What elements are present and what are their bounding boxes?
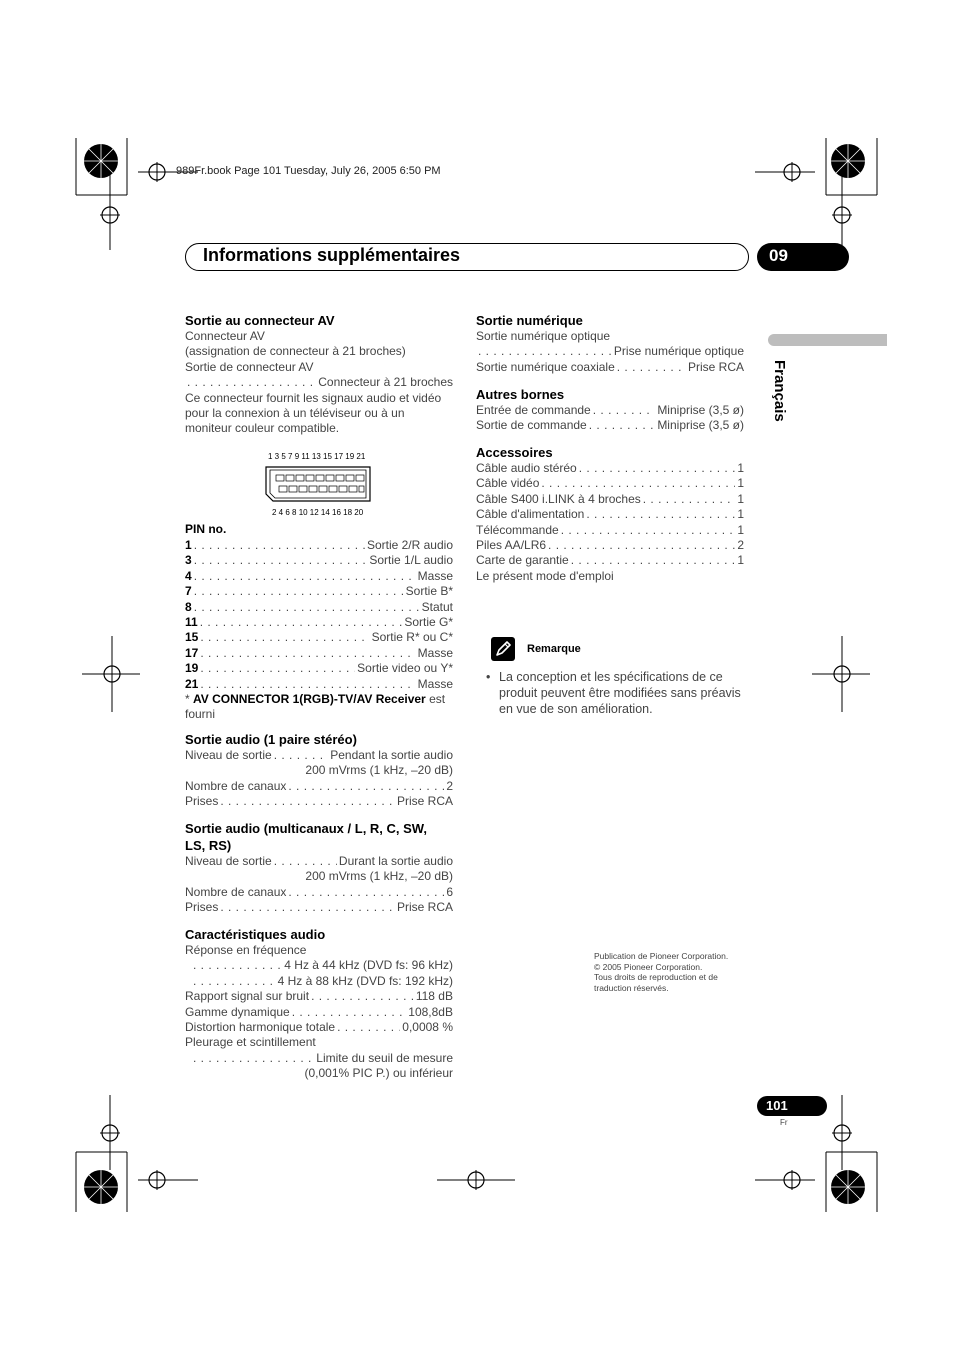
accessory-item: Le présent mode d'emploi	[476, 568, 614, 583]
pin-number: 15	[185, 630, 199, 645]
accessory-label: Câble S400 i.LINK à 4 broches	[476, 491, 641, 506]
scart-bottom-pins: 2 4 6 8 10 12 14 16 18 20	[272, 508, 364, 517]
text-line: (assignation de connecteur à 21 broches)	[185, 344, 406, 359]
text-line: pour la connexion à un téléviseur ou à un	[185, 406, 405, 421]
footnote: * AV CONNECTOR 1(RGB)-TV/AV Receiver est	[185, 692, 446, 707]
spec-value: 200 mVrms (1 kHz, –20 dB)	[305, 869, 453, 884]
accessory-item	[476, 507, 744, 522]
section-heading: Sortie numérique	[476, 313, 583, 328]
pin-number: 7	[185, 584, 192, 599]
section-heading: Sortie au connecteur AV	[185, 313, 335, 328]
pin-row	[185, 538, 453, 553]
pin-table	[185, 521, 453, 723]
accessory-qty: 1	[737, 476, 744, 491]
pin-row	[185, 630, 453, 645]
spec-row: Distortion harmonique totale . . . 0,0008 %	[185, 1020, 453, 1035]
pin-signal: Sortie G*	[404, 615, 453, 630]
accessory-qty: 2	[737, 538, 744, 553]
pin-signal: Statut	[421, 599, 453, 614]
spec-row: . . . Limite du seuil de mesure	[185, 1051, 453, 1066]
pin-number: 21	[185, 676, 199, 691]
spec-value: 200 mVrms (1 kHz, –20 dB)	[305, 763, 453, 778]
accessory-label: Carte de garantie	[476, 553, 569, 568]
pin-signal: Sortie R* ou C*	[371, 630, 453, 645]
note-text: La conception et les spécifications de ce produit peuvent être modifiées sans préavis en vue de son amélioration.	[499, 670, 741, 716]
publication-line: Tous droits de reproduction et de	[594, 972, 718, 983]
bullet: •	[486, 670, 491, 684]
pin-number: 11	[185, 615, 198, 630]
section-heading: Caractéristiques audio	[185, 927, 326, 942]
section-audio-multi	[185, 820, 453, 916]
pin-signal: Sortie 2/R audio	[366, 538, 453, 552]
pin-number: 19	[185, 661, 199, 676]
spec-row: Prises . . . Prise RCA	[185, 794, 453, 809]
accessory-item	[476, 476, 744, 491]
accessory-item	[476, 461, 744, 476]
spec-row: Niveau de sortie . . . Durant la sortie audio	[185, 854, 453, 869]
spec-row	[185, 375, 453, 390]
pin-header: PIN no.	[185, 522, 227, 536]
accessory-label: Câble audio stéréo	[476, 461, 577, 475]
accessory-qty: 1	[737, 491, 744, 506]
chapter-title: Informations supplémentaires	[203, 245, 461, 265]
section-av-output	[185, 312, 453, 437]
pencil-icon	[491, 637, 515, 661]
spec-row: Gamme dynamique . . . 108,8dB	[185, 1005, 453, 1020]
scart-top-pins: 1 3 5 7 9 11 13 15 17 19 21	[268, 452, 366, 461]
book-info: 989Fr.book Page 101 Tuesday, July 26, 2005 6:50 PM	[176, 165, 441, 177]
note-title: Remarque	[527, 643, 581, 655]
page-number: 101	[766, 1098, 788, 1113]
language-tab	[768, 334, 887, 346]
spec-row: Sortie de commande . . . Miniprise (3,5 ø)	[476, 418, 744, 433]
spec-row: . . . 4 Hz à 44 kHz (DVD fs: 96 kHz)	[185, 958, 453, 973]
pin-signal: Masse	[417, 568, 453, 583]
pin-signal: Sortie 1/L audio	[369, 553, 453, 568]
pin-number: 17	[185, 645, 199, 660]
pin-number: 3	[185, 553, 192, 568]
pin-row	[185, 615, 453, 630]
pin-row	[185, 661, 453, 676]
accessory-label: Câble vidéo	[476, 476, 540, 491]
pin-signal: Masse	[417, 645, 453, 660]
text-line: Sortie de connecteur AV	[185, 359, 314, 374]
language-label	[770, 360, 792, 430]
section-accessories	[476, 444, 744, 584]
spec-row: Nombre de canaux . . . 2	[185, 779, 453, 794]
pin-row	[185, 600, 453, 615]
spec-row: Sortie numérique coaxiale . . . Prise RCA	[476, 360, 744, 375]
accessory-item	[476, 553, 744, 568]
accessory-label: Télécommande	[476, 522, 559, 537]
spec-value: Connecteur à 21 broches	[318, 375, 453, 390]
accessory-qty: 1	[737, 522, 744, 537]
publication-notice	[594, 951, 728, 993]
pin-row	[185, 677, 453, 692]
section-digital-output	[476, 312, 744, 375]
section-other-terminals	[476, 386, 744, 434]
page-language: Fr	[780, 1118, 788, 1127]
accessory-qty: 1	[737, 461, 744, 475]
chapter-number: 09	[769, 246, 788, 265]
pin-number: 8	[185, 599, 192, 614]
pin-row	[185, 553, 453, 568]
accessory-label: Piles AA/LR6	[476, 538, 547, 553]
accessory-item	[476, 492, 744, 507]
language-label-text: Français	[771, 360, 788, 422]
spec-label: Sortie numérique optique	[476, 329, 611, 343]
footnote-cont: fourni	[185, 707, 216, 722]
spec-row: Nombre de canaux . . . 6	[185, 885, 453, 900]
spec-row: Niveau de sortie . . . Pendant la sortie audio	[185, 748, 453, 763]
pin-row	[185, 646, 453, 661]
publication-line: traduction réservés.	[594, 982, 669, 993]
accessory-item	[476, 523, 744, 538]
section-heading: Accessoires	[476, 445, 553, 460]
accessory-label: Câble d'alimentation	[476, 507, 585, 522]
scart-connector-diagram	[265, 466, 371, 502]
pin-row	[185, 584, 453, 599]
pin-signal: Sortie B*	[405, 584, 453, 599]
spec-row: . . . 4 Hz à 88 kHz (DVD fs: 192 kHz)	[185, 974, 453, 989]
spec-row: Prises . . . Prise RCA	[185, 900, 453, 915]
accessory-qty: 1	[737, 507, 744, 522]
pin-signal: Sortie video ou Y*	[357, 661, 453, 676]
publication-line: © 2005 Pioneer Corporation.	[594, 961, 703, 972]
pin-signal: Masse	[417, 676, 453, 691]
spec-row: Entrée de commande . . . Miniprise (3,5 ø)	[476, 403, 744, 418]
section-heading: Sortie audio (multicanaux / L, R, C, SW,	[185, 821, 427, 836]
spec-row: Rapport signal sur bruit . . . 118 dB	[185, 989, 453, 1004]
spec-value: (0,001% PIC P.) ou inférieur	[304, 1066, 453, 1081]
section-audio-characteristics	[185, 926, 453, 1082]
pin-number: 1	[185, 538, 192, 552]
spec-label: Réponse en fréquence	[185, 943, 307, 957]
section-heading-cont: LS, RS)	[185, 838, 232, 853]
section-heading: Sortie audio (1 paire stéréo)	[185, 732, 357, 747]
accessory-item	[476, 538, 744, 553]
spec-row: . . . Prise numérique optique	[476, 344, 744, 359]
publication-line: Publication de Pioneer Corporation.	[594, 951, 729, 961]
text-line: Connecteur AV	[185, 329, 265, 343]
pin-number: 4	[185, 568, 192, 583]
section-heading: Autres bornes	[476, 387, 565, 402]
text-line: moniteur couleur compatible.	[185, 421, 340, 436]
spec-label: Pleurage et scintillement	[185, 1035, 316, 1050]
section-audio-stereo	[185, 731, 453, 810]
accessory-qty: 1	[737, 553, 744, 568]
pin-row	[185, 569, 453, 584]
text-line: Ce connecteur fournit les signaux audio et vidéo	[185, 390, 442, 405]
